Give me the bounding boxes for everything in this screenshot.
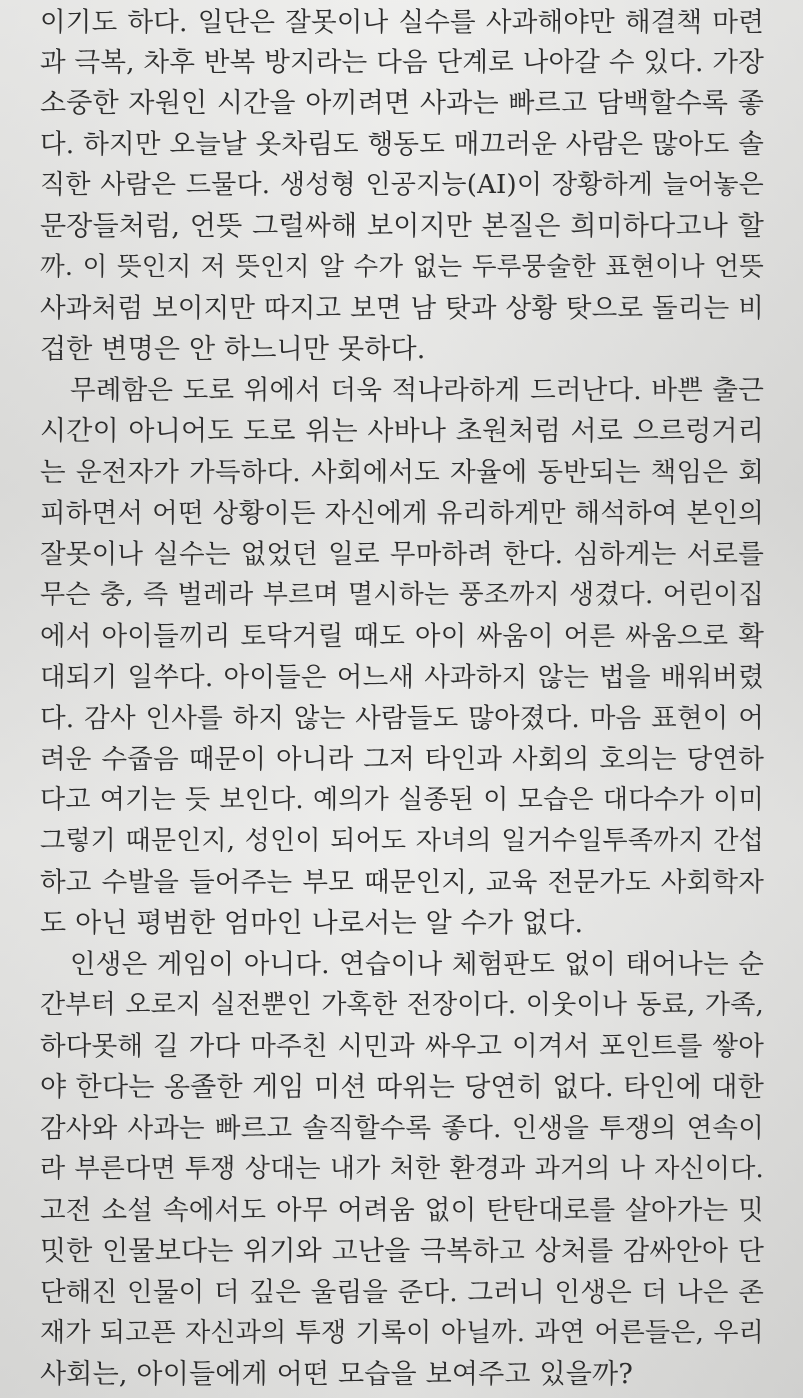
text-line: 이기도 하다. 일단은 잘못이나 실수를 사과해야만 해결책 마련 (40, 7, 764, 38)
text-line: 야 한다는 옹졸한 게임 미션 따위는 당연히 없다. 타인에 대한 (40, 1072, 764, 1103)
text-line: 라 부른다면 투쟁 상대는 내가 처한 환경과 과거의 나 자신이다. (40, 1154, 764, 1184)
text-line: 간부터 오로지 실전뿐인 가혹한 전장이다. 이웃이나 동료, 가족, (40, 990, 764, 1020)
text-line: 사회는, 아이들에게 어떤 모습을 보여주고 있을까? (40, 1359, 634, 1390)
text-line: 무슨 충, 즉 벌레라 부르며 멸시하는 풍조까지 생겼다. 어린이집 (40, 580, 764, 610)
text-line: 에서 아이들끼리 토닥거릴 때도 아이 싸움이 어른 싸움으로 확 (40, 621, 764, 652)
text-line: 하고 수발을 들어주는 부모 때문인지, 교육 전문가도 사회학자 (40, 867, 764, 898)
text-line: 는 운전자가 가득하다. 사회에서도 자율에 동반되는 책임은 회 (40, 457, 764, 488)
text-line: 까. 이 뜻인지 저 뜻인지 알 수가 없는 두루뭉술한 표현이나 언뜻 (40, 252, 764, 282)
text-line: 도 아닌 평범한 엄마인 나로서는 알 수가 없다. (40, 908, 584, 939)
text-line: 다. 감사 인사를 하지 않는 사람들도 많아졌다. 마음 표현이 어 (40, 703, 764, 734)
text-line: 피하면서 어떤 상황이든 자신에게 유리하게만 해석하여 본인의 (40, 498, 764, 529)
text-line: 시간이 아니어도 도로 위는 사바나 초원처럼 서로 으르렁거리 (40, 416, 764, 447)
text-line: 재가 되고픈 자신과의 투쟁 기록이 아닐까. 과연 어른들은, 우리 (40, 1318, 764, 1348)
text-line: 단해진 인물이 더 깊은 울림을 준다. 그러니 인생은 더 나은 존 (40, 1277, 764, 1308)
text-line: 사과처럼 보이지만 따지고 보면 남 탓과 상황 탓으로 돌리는 비 (40, 293, 764, 324)
text-line: 려운 수줍음 때문이 아니라 그저 타인과 사회의 호의는 당연하 (40, 744, 764, 775)
text-line: 문장들처럼, 언뜻 그럴싸해 보이지만 본질은 희미하다고나 할 (40, 211, 764, 242)
text-line: 밋한 인물보다는 위기와 고난을 극복하고 상처를 감싸안아 단 (40, 1236, 764, 1267)
text-line: 다고 여기는 듯 보인다. 예의가 실종된 이 모습은 대다수가 이미 (40, 785, 764, 815)
text-line: 감사와 사과는 빠르고 솔직할수록 좋다. 인생을 투쟁의 연속이 (40, 1113, 764, 1144)
text-line: 겁한 변명은 안 하느니만 못하다. (40, 334, 426, 365)
text-line: 하다못해 길 가다 마주친 시민과 싸우고 이겨서 포인트를 쌓아 (40, 1031, 764, 1062)
text-line: 과 극복, 차후 반복 방지라는 다음 단계로 나아갈 수 있다. 가장 (40, 47, 764, 78)
text-line: 소중한 자원인 시간을 아끼려면 사과는 빠르고 담백할수록 좋 (40, 88, 764, 119)
paragraph-first-line: 인생은 게임이 아니다. 연습이나 체험판도 없이 태어나는 순 (70, 949, 764, 980)
text-line: 다. 하지만 오늘날 옷차림도 행동도 매끄러운 사람은 많아도 솔 (40, 129, 764, 160)
text-line: 잘못이나 실수는 없었던 일로 무마하려 한다. 심하게는 서로를 (40, 539, 764, 570)
paragraph-first-line: 무례함은 도로 위에서 더욱 적나라하게 드러난다. 바쁜 출근 (70, 375, 764, 406)
text-line: 직한 사람은 드물다. 생성형 인공지능(AI)이 장황하게 늘어놓은 (40, 170, 764, 200)
text-line: 대되기 일쑤다. 아이들은 어느새 사과하지 않는 법을 배워버렸 (40, 662, 764, 693)
text-line: 그렇기 때문인지, 성인이 되어도 자녀의 일거수일투족까지 간섭 (40, 826, 764, 856)
text-line: 고전 소설 속에서도 아무 어려움 없이 탄탄대로를 살아가는 밋 (40, 1195, 764, 1226)
